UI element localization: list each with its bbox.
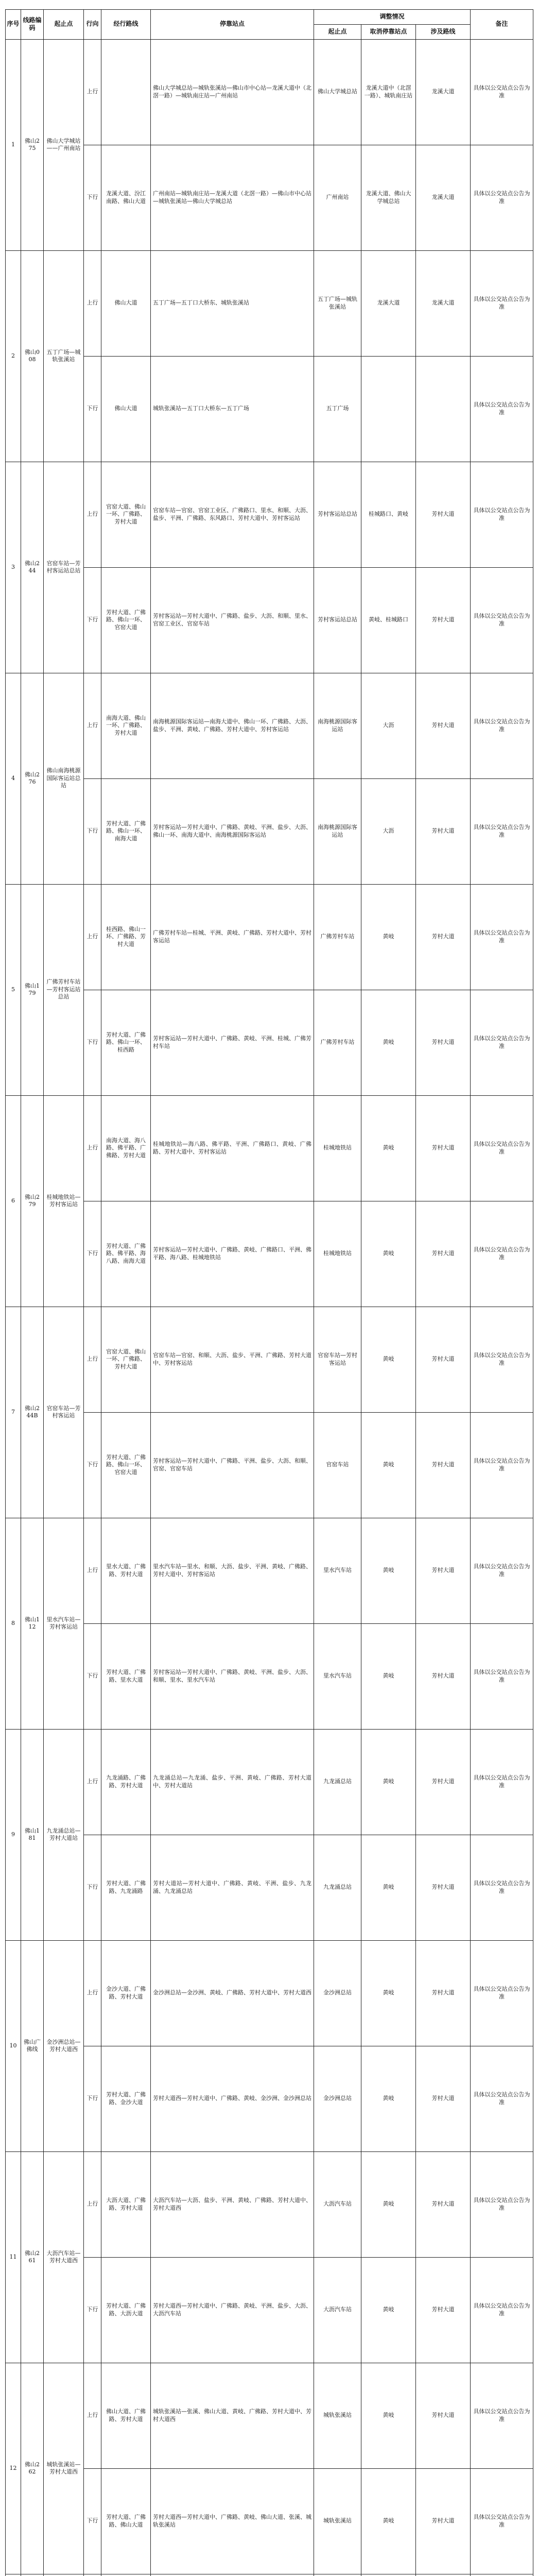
table-row [6,778,533,884]
route-number-cell: 9 [6,1729,21,1940]
route-span-cell: 官窑车站—芳村客运站总站 [44,462,84,673]
terminal-cell: 五丁广场—城轨张溪站 [314,250,361,356]
route-span-cell: 佛山大学城站——广州南站 [44,39,84,250]
direction-cell: 下行 [84,2257,101,2363]
roads-cell: 芳村大道 [416,1095,471,1201]
remark-cell: 具体以公交站点公告为准 [471,2151,533,2257]
route-code-cell: 佛山244B [21,1307,44,1518]
terminal-cell: 官窑车站—芳村客运站 [314,1307,361,1412]
terminal-cell: 广佛芳村车站 [314,884,361,990]
direction-cell: 上行 [84,1095,101,1201]
table-row [6,2468,533,2574]
roads-cell: 芳村大道 [416,673,471,778]
stops-cell: 芳村大道西—芳村大道中、广佛路、黄岐、佛山大道、张溪、城轨张溪站 [151,2468,314,2574]
route-code-cell: 佛山279 [21,1095,44,1307]
route-span-cell: 佛山南海桃源国际客运站总站 [44,673,84,884]
table-row [6,356,533,462]
header-remark: 备注 [471,10,533,40]
stops-cell: 城轨张溪站—张溪、佛山大道、黄岐、广佛路、芳村大道中、芳村大道西 [151,2363,314,2468]
direction-cell: 下行 [84,1835,101,1940]
route-code-cell: 佛山261 [21,2151,44,2363]
roads-cell: 芳村大道 [416,1412,471,1518]
header-adjust: 调整情况 [314,10,471,25]
roads-cell: 芳村大道 [416,1307,471,1412]
stops-cell: 南海桃源国际客运站—南海大道中、佛山一环、广佛路、大沥、盐步、平洲、黄岐、广佛路、芳村大道中、芳村客运站 [151,673,314,778]
route-span-cell: 里水汽车站—芳村客运站 [44,1518,84,1729]
stops-cell: 芳村客运站—芳村大道中、广佛路、黄岐、平洲、盐步、大沥、佛山一环、南海大道中、南海桃源国际客运站 [151,778,314,884]
roads-cell: 龙溪大道 [416,250,471,356]
stops-cell: 芳村客运站—芳村大道中、广佛路、盐步、大沥、和顺、里水、官窑工业区、官窑车站 [151,567,314,673]
route-code-cell: 佛山112 [21,1518,44,1729]
cancelled-stops-cell: 黄岐 [361,990,416,1095]
remark-cell: 具体以公交站点公告为准 [471,1412,533,1518]
route-span-cell: 广佛芳村车站—芳村客运站总站 [44,884,84,1095]
header-roads: 涉及路线 [416,24,471,39]
cancelled-stops-cell: 黄岐 [361,1940,416,2046]
header-stops: 停靠站点 [151,10,314,40]
roads-cell: 芳村大道 [416,2257,471,2363]
terminal-cell: 五丁广场 [314,356,361,462]
table-row [6,2151,533,2257]
remark-cell: 具体以公交站点公告为准 [471,1835,533,1940]
route-path-cell: 芳村大道、广佛路、大沥大道 [101,2257,151,2363]
remark-cell: 具体以公交站点公告为准 [471,567,533,673]
route-path-cell: 芳村大道、广佛路、金沙大道 [101,2046,151,2151]
remark-cell: 具体以公交站点公告为准 [471,462,533,567]
roads-cell: 芳村大道 [416,2046,471,2151]
stops-cell: 九龙涌总站—九龙涌、盐步、平洲、黄岐、广佛路、芳村大道中、芳村大道站 [151,1729,314,1835]
roads-cell: 芳村大道 [416,2468,471,2574]
remark-cell: 具体以公交站点公告为准 [471,1623,533,1729]
cancelled-stops-cell: 黄岐 [361,2151,416,2257]
terminal-cell: 广佛芳村车站 [314,990,361,1095]
table-row [6,1201,533,1307]
route-path-cell: 里水大道、广佛路、芳村大道 [101,1518,151,1623]
stops-cell: 芳村客运站—芳村大道中、广佛路、平洲、盐步、大沥、和顺、官窑、官窑车站 [151,1412,314,1518]
stops-cell: 桂城地铁站—海八路、佛平路、平洲、广佛路口、黄岐、广佛路、芳村大道中、芳村客运站 [151,1095,314,1201]
direction-cell: 上行 [84,462,101,567]
remark-cell: 具体以公交站点公告为准 [471,1201,533,1307]
route-span-cell [44,2574,84,2576]
terminal-cell: 九龙涌总站 [314,1835,361,1940]
terminal-cell: 城轨张溪站 [314,2363,361,2468]
table-row [6,567,533,673]
roads-cell: 龙溪大道 [416,39,471,145]
route-code-cell: 佛山181 [21,1729,44,1940]
roads-cell: 芳村大道 [416,2151,471,2257]
terminal-cell: 桂城地铁站 [314,1201,361,1307]
terminal-cell: 芳村客运站总站 [314,567,361,673]
roads-cell: 芳村大道 [416,778,471,884]
route-path-cell: 芳村大道、广佛路、里水大道 [101,1623,151,1729]
table-row [6,2257,533,2363]
route-span-cell: 官窑车站—芳村客运站 [44,1307,84,1518]
header-from: 起止点 [44,10,84,40]
direction-cell: 下行 [84,145,101,250]
route-code-cell: 佛山275 [21,39,44,250]
remark-cell: 具体以公交站点公告为准 [471,39,533,145]
roads-cell [416,356,471,462]
stops-cell: 广州南站—城轨南庄站—龙溪大道（北滘一路）—佛山市中心站—城轨张溪站—佛山大学城总站 [151,145,314,250]
direction-cell: 上行 [84,673,101,778]
roads-cell: 芳村大道 [416,1729,471,1835]
route-path-cell: 金沙大道、广佛路、芳村大道 [101,1940,151,2046]
cancelled-stops-cell: 龙溪大道 [361,250,416,356]
remark-cell: 具体以公交站点公告为准 [471,250,533,356]
direction-cell [84,2574,101,2576]
direction-cell: 上行 [84,39,101,145]
remark-cell [471,2574,533,2576]
terminal-cell: 里水汽车站 [314,1623,361,1729]
route-code-cell: 佛山262 [21,2363,44,2574]
stops-cell: 官窑车站—官窑、官窑工业区、广佛路口、里水、和顺、大沥、盐步、平洲、广佛路、东风路口、芳村大道中、芳村客运站 [151,462,314,567]
table-row [6,1835,533,1940]
route-number-cell: 12 [6,2363,21,2574]
roads-cell [416,2574,471,2576]
stops-cell: 佛山大学城总站—城轨张溪站—佛山市中心站—龙溪大道中（北滘一路）—城轨南庄站—广州南站 [151,39,314,145]
terminal-cell: 广州南站 [314,145,361,250]
roads-cell: 芳村大道 [416,1201,471,1307]
route-path-cell [101,2574,151,2576]
direction-cell: 上行 [84,1518,101,1623]
terminal-cell [314,2574,361,2576]
remark-cell: 具体以公交站点公告为准 [471,2046,533,2151]
stops-cell: 芳村客运站—芳村大道中、广佛路、黄岐、平洲、盐步、大沥、和顺、里水、里水汽车站 [151,1623,314,1729]
stops-cell: 大沥汽车站—大沥、盐步、平洲、黄岐、广佛路、芳村大道中、芳村大道西 [151,2151,314,2257]
stops-cell: 金沙洲总站—金沙洲、黄岐、广佛路、芳村大道中、芳村大道西 [151,1940,314,2046]
direction-cell: 下行 [84,356,101,462]
table-row [6,1518,533,1623]
table-row [6,2363,533,2468]
remark-cell: 具体以公交站点公告为准 [471,2468,533,2574]
direction-cell: 上行 [84,2151,101,2257]
header-cancelled: 取消停靠站点 [361,24,416,39]
route-path-cell: 南海大道、海八路、佛平路、广佛路、芳村大道 [101,1095,151,1201]
table-row [6,2046,533,2151]
roads-cell: 芳村大道 [416,884,471,990]
cancelled-stops-cell: 黄岐 [361,1307,416,1412]
table-row [6,145,533,250]
cancelled-stops-cell: 龙溪大道中（北滘一路）、城轨南庄站 [361,39,416,145]
table-header [6,10,533,40]
header-terminal: 起止点 [314,24,361,39]
route-path-cell: 九龙涌路、广佛路、芳村大道 [101,1729,151,1835]
stops-cell: 官窑车站—官窑、和顺、大沥、盐步、平洲、广佛路、芳村大道中、芳村客运站 [151,1307,314,1412]
route-path-cell [101,39,151,145]
table-row [6,990,533,1095]
route-path-cell: 佛山大道、广佛路、芳村大道 [101,2363,151,2468]
remark-cell: 具体以公交站点公告为准 [471,145,533,250]
route-path-cell: 龙溪大道、汾江南路、佛山大道 [101,145,151,250]
terminal-cell: 金沙洲总站 [314,2046,361,2151]
cancelled-stops-cell: 黄岐 [361,1623,416,1729]
route-path-cell: 南海大道、佛山一环、广佛路、芳村大道 [101,673,151,778]
route-number-cell: 10 [6,1940,21,2151]
remark-cell: 具体以公交站点公告为准 [471,1518,533,1623]
route-path-cell: 芳村大道、广佛路、九龙涌路 [101,1835,151,1940]
stops-cell: 芳村大道站—芳村大道中、广佛路、黄岐、平洲、盐步、九龙涌、九龙涌总站 [151,1835,314,1940]
table-row [6,1095,533,1201]
table-row [6,884,533,990]
direction-cell: 下行 [84,2468,101,2574]
route-span-cell: 九龙涌总站—芳村大道站 [44,1729,84,1940]
route-number-cell [6,2574,21,2576]
direction-cell: 下行 [84,1412,101,1518]
terminal-cell: 九龙涌总站 [314,1729,361,1835]
route-span-cell: 桂城地铁站—芳村客运站 [44,1095,84,1307]
table-row [6,250,533,356]
cancelled-stops-cell: 黄岐 [361,1095,416,1201]
cancelled-stops-cell: 大沥 [361,673,416,778]
table-row [6,1623,533,1729]
route-code-cell: 佛山244 [21,462,44,673]
route-path-cell: 大沥大道、广佛路、芳村大道 [101,2151,151,2257]
roads-cell: 芳村大道 [416,567,471,673]
cancelled-stops-cell: 黄岐 [361,1201,416,1307]
remark-cell: 具体以公交站点公告为准 [471,778,533,884]
table-row [6,39,533,145]
cancelled-stops-cell [361,2574,416,2576]
header-route: 经行路线 [101,10,151,40]
route-code-cell: 佛山276 [21,673,44,884]
terminal-cell: 大沥汽车站 [314,2257,361,2363]
cancelled-stops-cell: 黄岐 [361,2046,416,2151]
direction-cell: 上行 [84,250,101,356]
route-code-cell: 佛山008 [21,250,44,462]
terminal-cell: 桂城地铁站 [314,1095,361,1201]
table-row [6,1307,533,1412]
remark-cell: 具体以公交站点公告为准 [471,356,533,462]
roads-cell: 龙溪大道 [416,145,471,250]
route-path-cell: 芳村大道、广佛路、佛山一环、官窑大道 [101,567,151,673]
roads-cell: 芳村大道 [416,1518,471,1623]
route-span-cell: 金沙洲总站—芳村大道西 [44,1940,84,2151]
roads-cell: 芳村大道 [416,1623,471,1729]
table-body [6,39,533,2576]
route-adjustment-table [5,9,533,2576]
route-number-cell: 1 [6,39,21,250]
header-dir: 行向 [84,10,101,40]
route-number-cell: 11 [6,2151,21,2363]
terminal-cell: 芳村客运站总站 [314,462,361,567]
stops-cell: 广佛芳村车站—桂城、平洲、黄岐、广佛路、芳村大道中、芳村客运站 [151,884,314,990]
stops-cell: 五丁广场—五丁口大桥东、城轨张溪站 [151,250,314,356]
stops-cell: 芳村大道西—芳村大道中、广佛路、黄岐、平洲、盐步、大沥、大沥汽车站 [151,2257,314,2363]
direction-cell: 下行 [84,2046,101,2151]
route-number-cell: 7 [6,1307,21,1518]
header-no: 序号 [6,10,21,40]
cancelled-stops-cell: 黄岐 [361,1729,416,1835]
remark-cell: 具体以公交站点公告为准 [471,1307,533,1412]
stops-cell: 城轨张溪站—五丁口大桥东—五丁广场 [151,356,314,462]
roads-cell: 芳村大道 [416,990,471,1095]
roads-cell: 芳村大道 [416,2363,471,2468]
route-path-cell: 芳村大道、广佛路、佛山大道 [101,2468,151,2574]
table-row [6,673,533,778]
route-code-cell: 佛山179 [21,884,44,1095]
direction-cell: 上行 [84,1307,101,1412]
table-row [6,462,533,567]
roads-cell: 芳村大道 [416,1835,471,1940]
cancelled-stops-cell: 黄岐 [361,1835,416,1940]
cancelled-stops-cell: 黄岐 [361,2363,416,2468]
cancelled-stops-cell: 大沥 [361,778,416,884]
route-path-cell: 芳村大道、广佛路、佛山一环、南海大道 [101,778,151,884]
remark-cell: 具体以公交站点公告为准 [471,1940,533,2046]
stops-cell: 里水汽车站—里水、和顺、大沥、盐步、平洲、黄岐、广佛路、芳村大道中、芳村客运站 [151,1518,314,1623]
roads-cell: 芳村大道 [416,462,471,567]
remark-cell: 具体以公交站点公告为准 [471,2363,533,2468]
header-code: 线路编码 [21,10,44,40]
terminal-cell: 里水汽车站 [314,1518,361,1623]
cancelled-stops-cell: 黄岐 [361,1518,416,1623]
cancelled-stops-cell: 龙溪大道、佛山大学城总站 [361,145,416,250]
route-code-cell [21,2574,44,2576]
direction-cell: 上行 [84,2363,101,2468]
terminal-cell: 大沥汽车站 [314,2151,361,2257]
terminal-cell: 佛山大学城总站 [314,39,361,145]
remark-cell: 具体以公交站点公告为准 [471,1729,533,1835]
cancelled-stops-cell [361,356,416,462]
cancelled-stops-cell: 黄岐、桂城路口 [361,567,416,673]
table-row [6,1412,533,1518]
terminal-cell: 南海桃源国际客运站 [314,778,361,884]
remark-cell: 具体以公交站点公告为准 [471,2257,533,2363]
remark-cell: 具体以公交站点公告为准 [471,673,533,778]
remark-cell: 具体以公交站点公告为准 [471,884,533,990]
direction-cell: 下行 [84,1201,101,1307]
remark-cell: 具体以公交站点公告为准 [471,1095,533,1201]
stops-cell: 芳村大道西—芳村大道中、广佛路、黄岐、金沙洲、金沙洲总站 [151,2046,314,2151]
route-path-cell: 芳村大道、广佛路、佛平路、海八路、南海大道 [101,1201,151,1307]
direction-cell: 下行 [84,1623,101,1729]
route-path-cell: 官窑大道、佛山一环、广佛路、芳村大道 [101,462,151,567]
cancelled-stops-cell: 黄岐 [361,2257,416,2363]
cancelled-stops-cell: 桂城路口、黄岐 [361,462,416,567]
direction-cell: 上行 [84,1729,101,1835]
terminal-cell: 官窑车站 [314,1412,361,1518]
route-number-cell: 6 [6,1095,21,1307]
direction-cell: 上行 [84,1940,101,2046]
direction-cell: 下行 [84,778,101,884]
terminal-cell: 南海桃源国际客运站 [314,673,361,778]
stops-cell: 芳村客运站—芳村大道中、广佛路、黄岐、广佛路口、平洲、佛平路、海八路、桂城地铁站 [151,1201,314,1307]
remark-cell: 具体以公交站点公告为准 [471,990,533,1095]
route-number-cell: 4 [6,673,21,884]
route-path-cell: 佛山大道 [101,250,151,356]
route-span-cell: 五丁广场—城轨张溪站 [44,250,84,462]
route-span-cell: 城轨张溪站—芳村大道西 [44,2363,84,2574]
route-number-cell: 5 [6,884,21,1095]
cancelled-stops-cell: 黄岐 [361,2468,416,2574]
route-path-cell: 桂西路、佛山一环、广佛路、芳村大道 [101,884,151,990]
route-path-cell: 佛山大道 [101,356,151,462]
route-number-cell: 8 [6,1518,21,1729]
route-path-cell: 芳村大道、广佛路、佛山一环、官窑大道 [101,1412,151,1518]
cancelled-stops-cell: 黄岐 [361,1412,416,1518]
route-code-cell: 佛山广佛线 [21,1940,44,2151]
route-path-cell: 芳村大道、广佛路、佛山一环、桂西路 [101,990,151,1095]
roads-cell: 芳村大道 [416,1940,471,2046]
route-span-cell: 大沥汽车站—芳村大道西 [44,2151,84,2363]
direction-cell: 下行 [84,990,101,1095]
direction-cell: 上行 [84,884,101,990]
table-row [6,1729,533,1835]
stops-cell [151,2574,314,2576]
terminal-cell: 城轨张溪站 [314,2468,361,2574]
stops-cell: 芳村客运站—芳村大道中、广佛路、黄岐、平洲、桂城、广佛芳村车站 [151,990,314,1095]
route-number-cell: 3 [6,462,21,673]
terminal-cell: 金沙洲总站 [314,1940,361,2046]
direction-cell: 下行 [84,567,101,673]
table-row [6,2574,533,2576]
cancelled-stops-cell: 黄岐 [361,884,416,990]
table-row [6,1940,533,2046]
route-number-cell: 2 [6,250,21,462]
route-path-cell: 官窑大道、佛山一环、广佛路、芳村大道 [101,1307,151,1412]
